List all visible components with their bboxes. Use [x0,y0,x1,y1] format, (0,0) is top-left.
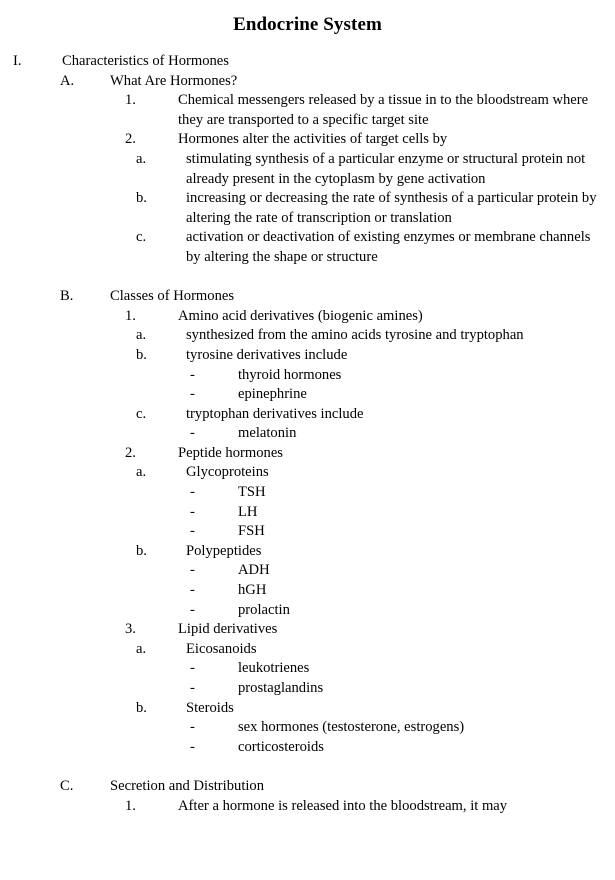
outline-item-marker: B. [60,288,74,305]
outline-item-marker: 1. [125,797,136,814]
outline-item-marker: b. [136,542,147,559]
outline-item-text: Characteristics of Hormones [62,53,229,69]
outline-item-text: Amino acid derivatives (biogenic amines) [178,307,423,324]
outline-item-marker: a. [136,464,147,481]
outline-item [0,228,615,267]
document-page [0,13,615,880]
outline-item-text: After a hormone is released into the bloodstream, it may [178,797,508,814]
outline-item-text: LH [238,503,258,520]
outline-item-text: corticosteroids [238,738,324,755]
outline-item [0,561,615,581]
outline-item-text: Eicosanoids [186,640,257,657]
outline-item [0,718,615,738]
outline-item-marker: I. [13,53,22,69]
outline-item-marker: 2. [125,444,136,461]
outline-item-marker: b. [136,190,147,207]
outline-item-text: thyroid hormones [238,366,342,383]
outline-item-marker: - [190,601,195,618]
outline-item [0,346,615,366]
outline-item-text: hGH [238,582,267,599]
outline-item-text: Classes of Hormones [110,288,235,305]
outline-item [0,601,615,621]
outline-item [0,385,615,405]
outline-item-marker: - [190,366,195,383]
outline-item-marker: - [190,503,195,520]
outline-item [0,91,615,130]
outline-item-text: synthesized from the amino acids tyrosine and tryptophan [186,327,524,344]
outline-item-marker: a. [136,640,147,657]
outline-item [0,503,615,523]
outline-item-marker: - [190,660,195,677]
outline-item [0,130,615,150]
outline-item-text: tryptophan derivatives include [186,405,364,422]
outline-item-text: Glycoproteins [186,464,269,481]
outline-item-marker: - [190,582,195,599]
outline-list [0,52,615,816]
outline-item [0,326,615,346]
outline-item-text: melatonin [238,425,297,442]
outline-item-text: leukotrienes [238,660,310,677]
outline-blank-line [0,268,615,288]
outline-item-marker: b. [136,346,147,363]
outline-item-marker: a. [136,327,147,344]
outline-item [0,405,615,425]
outline-item-text: Hormones alter the activities of target cells by [178,131,448,148]
outline-item-text: tyrosine derivatives include [186,346,348,363]
outline-item [0,366,615,386]
outline-item-marker: A. [60,72,75,89]
outline-item [0,189,615,228]
outline-item [0,542,615,562]
outline-item-text: TSH [238,484,266,501]
outline-item-text: stimulating synthesis of a particular enzyme or structural protein not already present in the cytoplasm by gene activation [186,150,586,187]
outline-blank-line [0,757,615,777]
outline-item-marker: 2. [125,131,136,148]
outline-item [0,777,615,797]
outline-item [0,444,615,464]
outline-item-marker: 1. [125,307,136,324]
outline-item-text: Steroids [186,699,234,716]
outline-item-marker: - [190,523,195,540]
outline-item [0,287,615,307]
outline-item [0,679,615,699]
outline-item-marker: 1. [125,92,136,109]
outline-item [0,738,615,758]
outline-item-marker: c. [136,229,147,246]
outline-item-text: increasing or decreasing the rate of synthesis of a particular protein by altering the rate of transcription or translation [186,190,597,226]
outline-item-text: Polypeptides [186,542,262,559]
outline-item [0,522,615,542]
outline-item [0,620,615,640]
title-gap [0,36,615,52]
outline-item-marker: - [190,719,195,736]
outline-item-marker: a. [136,150,147,167]
outline-item [0,463,615,483]
outline-item-text: What Are Hormones? [110,72,238,89]
outline-item-marker: b. [136,699,147,716]
outline-item-text: sex hormones (testosterone, estrogens) [238,719,465,736]
outline-item-marker: C. [60,777,74,794]
outline-item-marker: 3. [125,621,136,638]
outline-item-text: Chemical messengers released by a tissue in to the bloodstream where they are transported to a specific target site [178,92,589,128]
outline-item-text: ADH [238,562,270,579]
outline-item-marker: c. [136,405,147,422]
outline-item-marker: - [190,680,195,696]
outline-item-text: prolactin [238,601,290,618]
outline-item [0,659,615,679]
outline-item [0,307,615,327]
outline-item [0,581,615,601]
outline-item-text: activation or deactivation of existing enzymes or membrane channels by altering the shape or structure [186,229,591,265]
outline-item-text: Peptide hormones [178,444,283,461]
outline-item-marker: - [190,386,195,403]
outline-item-text: Secretion and Distribution [110,777,265,794]
outline-item-marker: - [190,425,195,442]
outline-item [0,52,615,72]
outline-item-text: epinephrine [238,386,307,403]
outline-item [0,699,615,719]
outline-item-text: FSH [238,523,265,540]
outline-item-marker: - [190,562,195,579]
outline-item [0,483,615,503]
outline-item-text: prostaglandins [238,680,324,696]
outline-item [0,424,615,444]
outline-item-marker: - [190,484,195,501]
outline-item [0,150,615,189]
outline-item [0,640,615,660]
outline-item [0,72,615,92]
page-title: Endocrine System [233,14,382,35]
outline-item-text: Lipid derivatives [178,621,278,638]
outline-item [0,797,615,817]
outline-item-marker: - [190,738,195,755]
